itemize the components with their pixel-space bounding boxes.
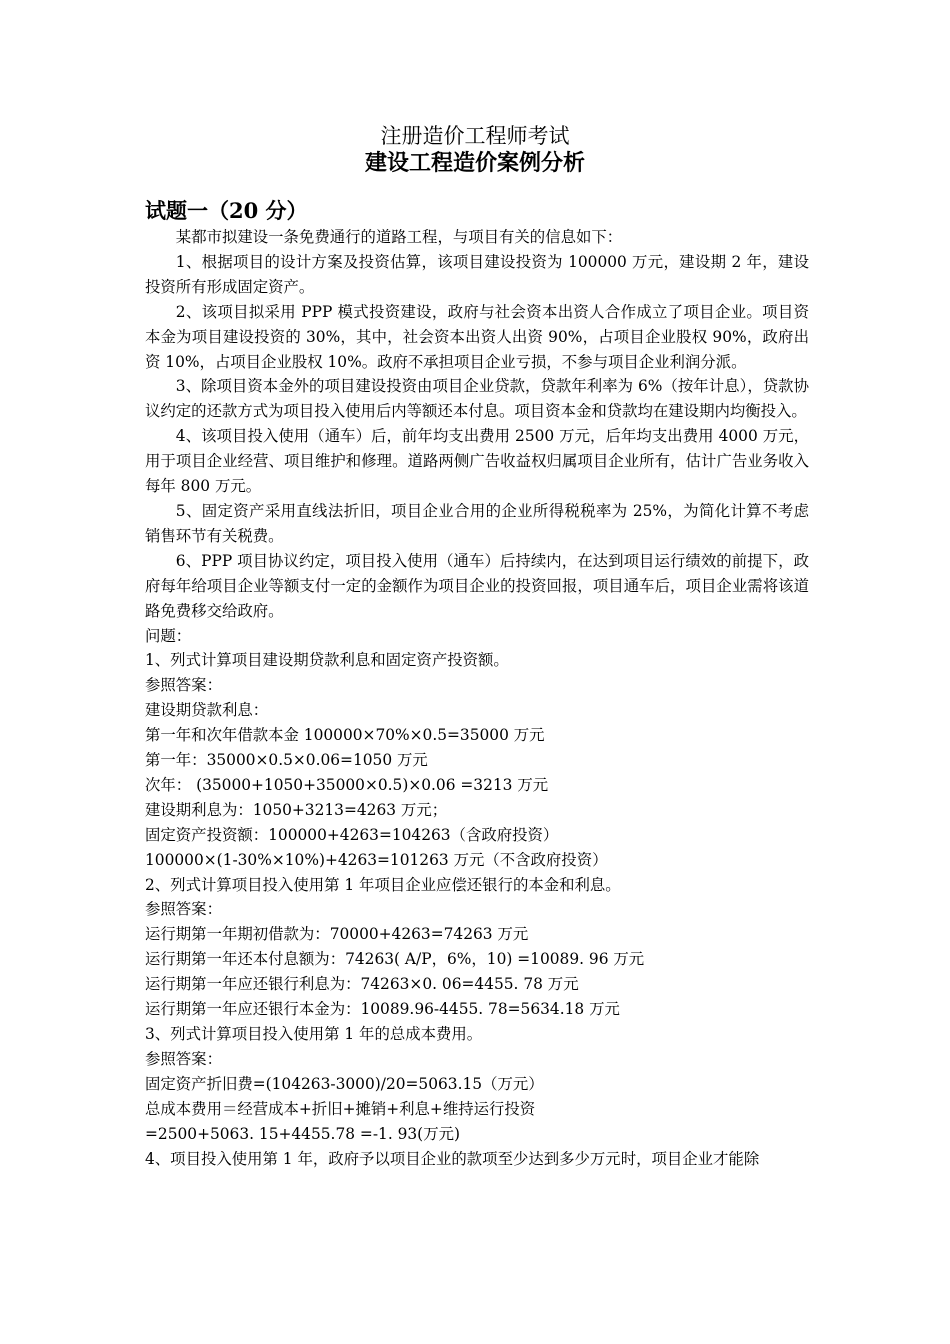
info-paragraph-3: 3、除项目资本金外的项目建设投资由项目企业贷款，贷款年利率为 6%（按年计息），贷款协议约定的还款方式为项目投入使用后内等额还本付息。项目资本金和贷款均在建设期内均衡投入。 (145, 377, 809, 421)
questions-label: 问题： (145, 626, 192, 645)
answer-1-line: 建设期利息为：1050+3213=4263 万元； (145, 800, 448, 819)
document-body (145, 225, 809, 1171)
info-paragraph-2: 2、该项目拟采用 PPP 模式投资建设，政府与社会资本出资人合作成立了项目企业。项目资本金为项目建设投资的 30%，其中，社会资本出资人出资 90%，占项目企业股权 90%，政府出资 10%，占项目企业股权 10%。政府不承担项目企业亏损，不参与项目企业利润分派。 (145, 302, 809, 371)
answer-2-line: 运行期第一年期初借款为：70000+4263=74263 万元 (145, 925, 529, 944)
question-4: 4、项目投入使用第 1 年，政府予以项目企业的款项至少达到多少万元时，项目企业才能除 (145, 1149, 760, 1168)
answer-1-line: 建设期贷款利息： (145, 701, 269, 720)
question-2: 2、列式计算项目投入使用第 1 年项目企业应偿还银行的本金和利息。 (145, 875, 621, 894)
answer-1-line: 100000×(1-30%×10%)+4263=101263 万元（不含政府投资） (145, 850, 608, 869)
question-1: 1、列式计算项目建设期贷款利息和固定资产投资额。 (145, 651, 509, 670)
info-paragraph-4: 4、该项目投入使用（通车）后，前年均支出费用 2500 万元，后年均支出费用 4000 万元，用于项目企业经营、项目维护和修理。道路两侧广告收益权归属项目企业所有，估计广告业务收入每年 800 万元。 (145, 427, 809, 496)
document-subtitle: 建设工程造价案例分析 (364, 150, 585, 176)
info-paragraph-5: 5、固定资产采用直线法折旧，项目企业合用的企业所得税税率为 25%，为简化计算不考虑销售环节有关税费。 (145, 501, 809, 545)
intro-paragraph: 某都市拟建设一条免费通行的道路工程，与项目有关的信息如下： (175, 228, 623, 246)
document-title: 注册造价工程师考试 (380, 124, 570, 148)
answer-1-line: 第一年和次年借款本金 100000×70%×0.5=35000 万元 (145, 726, 545, 745)
info-paragraph-1: 1、根据项目的设计方案及投资估算，该项目建设投资为 100000 万元，建设期 2 年，建设投资所有形成固定资产。 (145, 252, 809, 296)
info-paragraph-6: 6、PPP 项目协议约定，项目投入使用（通车）后持续内，在达到项目运行绩效的前提下，政府每年给项目企业等额支付一定的金额作为项目企业的投资回报，项目通车后，项目企业需将该道路免费移交给政府。 (145, 551, 809, 620)
answer-1-line: 固定资产投资额：100000+4263=104263（含政府投资） (145, 825, 559, 844)
answer-2-line: 运行期第一年还本付息额为：74263( A/P，6%，10) =10089. 96 万元 (145, 950, 645, 969)
answer-label-3: 参照答案： (145, 1049, 222, 1068)
question-3: 3、列式计算项目投入使用第 1 年的总成本费用。 (145, 1025, 483, 1043)
question-heading: 试题一（20 分） (145, 198, 308, 223)
answer-3-line: 固定资产折旧费=(104263-3000)/20=5063.15（万元） (145, 1074, 544, 1093)
answer-2-line: 运行期第一年应还银行本金为：10089.96-4455. 78=5634.18 万元 (145, 1000, 620, 1019)
answer-2-line: 运行期第一年应还银行利息为：74263×0. 06=4455. 78 万元 (145, 975, 579, 994)
answer-3-line: 总成本费用＝经营成本+折旧+摊销+利息+维持运行投资 (145, 1099, 536, 1118)
answer-label-1: 参照答案： (145, 676, 222, 695)
answer-label-2: 参照答案： (145, 900, 222, 919)
answer-1-line: 第一年：35000×0.5×0.06=1050 万元 (145, 751, 428, 770)
answer-1-line: 次年： (35000+1050+35000×0.5)×0.06 =3213 万元 (145, 775, 549, 794)
answer-3-line: =2500+5063. 15+4455.78 =-1. 93(万元) (145, 1124, 460, 1143)
